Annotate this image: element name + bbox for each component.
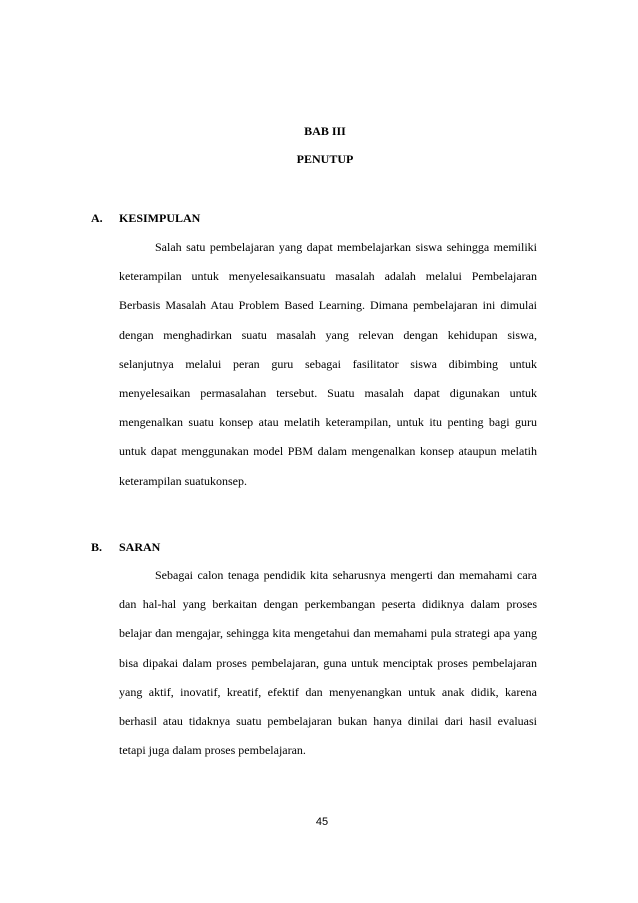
section-heading-kesimpulan <box>91 211 200 226</box>
chapter-title: PENUTUP <box>296 152 354 166</box>
section-label: B. <box>91 540 103 554</box>
paragraph-kesimpulan: Salah satu pembelajaran yang dapat membelajarkan siswa sehingga memiliki keterampilan untuk menyelesaikansuatu masalah adalah melalui Pembelajaran Berbasis Masalah Atau Problem Based Learning. Dimana pembelajaran ini dimulai dengan menghadirkan suatu masalah yang relevan dengan kehidupan siswa, selanjutnya melalui peran guru sebagai fasilitator siswa dibimbing untuk menyelesaikan permasalahan tersebut. Suatu masalah dapat digunakan untuk mengenalkan suatu konsep atau melatih keterampilan, untuk itu penting bagi guru untuk dapat menggunakan model PBM dalam mengenalkan konsep ataupun melatih keterampilan suatukonsep. <box>119 240 537 488</box>
section-heading-saran <box>91 540 160 555</box>
section-title: SARAN <box>119 540 161 554</box>
paragraph-saran: Sebagai calon tenaga pendidik kita seharusnya mengerti dan memahami cara dan hal-hal yang berkaitan dengan perkembangan peserta didiknya dalam proses belajar dan mengajar, sehingga kita mengetahui dan memahami pula strategi apa yang bisa dipakai dalam proses pembelajaran, guna untuk menciptak proses pembelajaran yang aktif, inovatif, kreatif, efektif dan menyenangkan untuk anak didik, karena berhasil atau tidaknya suatu pembelajaran bukan hanya dinilai dari hasil evaluasi tetapi juga dalam proses pembelajaran. <box>119 568 537 758</box>
chapter-number: BAB III <box>304 124 346 138</box>
page-number: 45 <box>315 816 329 828</box>
section-title: KESIMPULAN <box>119 211 201 225</box>
section-label: A. <box>91 211 103 225</box>
